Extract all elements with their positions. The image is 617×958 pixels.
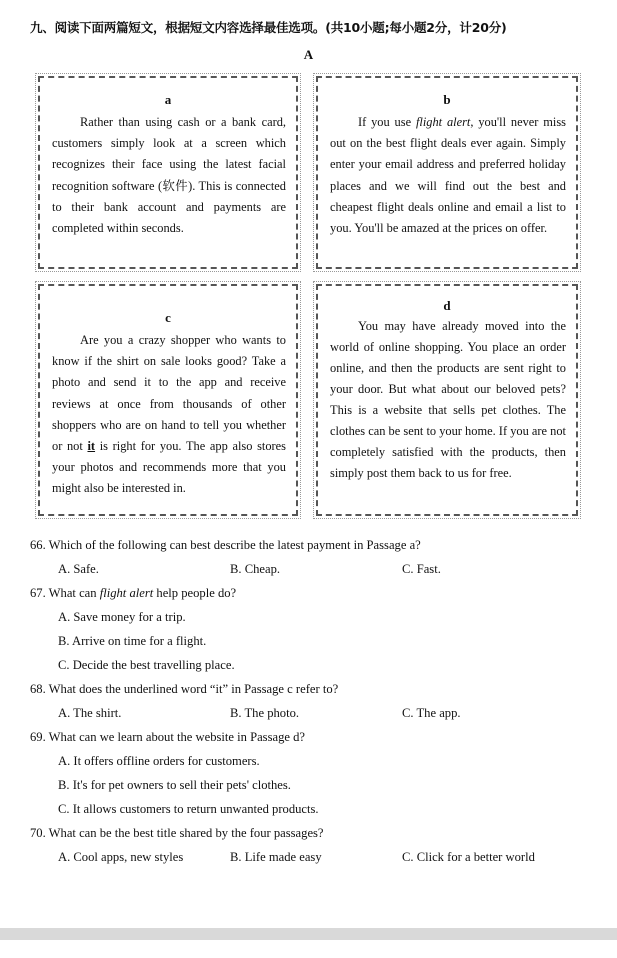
passage-b-flight-alert: flight alert	[415, 115, 471, 129]
passage-c-underlined-it: it	[87, 439, 96, 454]
passage-c-text-pre: Are you a crazy shopper who wants to know if the shirt on sale looks good? Take a photo and send it to the app and receive reviews at once from thousands of other shoppers who are on hand to tell you whether or not	[52, 333, 286, 454]
question-70-option-a: A. Cool apps, new styles	[58, 850, 184, 864]
question-69-option-c: C. It allows customers to return unwanted products.	[58, 802, 319, 816]
passage-c-text-post: is right for you. The app also stores your photos and recommends more that you might also be interested in.	[52, 439, 286, 496]
question-67-option-c: C. Decide the best travelling place.	[58, 658, 235, 672]
question-66-option-a: A. Safe.	[58, 562, 99, 576]
question-67-stem-pre: 67. What can	[30, 586, 100, 600]
passage-c-box	[38, 284, 298, 516]
page-bottom-bar	[0, 928, 617, 940]
question-67-option-b: B. Arrive on time for a flight.	[58, 634, 207, 648]
question-68-option-c: C. The app.	[402, 706, 461, 720]
question-67-option-a: A. Save money for a trip.	[58, 610, 186, 624]
passage-b-text-post: , you'll never miss out on the best flight deals ever again. Simply enter your email address and preferred holiday places and we will find out the best and cheapest flight deals online and email a list to you. You'll be amazed at the prices on offer.	[330, 115, 566, 236]
passage-a-label: a	[164, 92, 172, 107]
question-70-stem: 70. What can be the best title shared by the four passages?	[30, 826, 324, 840]
question-66-option-b: B. Cheap.	[230, 562, 281, 576]
passage-d-box	[316, 284, 578, 516]
question-68-option-b: B. The photo.	[230, 706, 300, 720]
question-69-option-a: A. It offers offline orders for customers.	[58, 754, 260, 768]
question-70-option-b: B. Life made easy	[230, 850, 322, 864]
passage-c-label: c	[165, 310, 171, 325]
passage-b-text-pre: If you use	[358, 115, 416, 129]
question-66-options	[30, 557, 600, 581]
question-69-option-b: B. It's for pet owners to sell their pets' clothes.	[58, 778, 291, 792]
question-66-option-c: C. Fast.	[402, 562, 441, 576]
passage-d-text: You may have already moved into the world of online shopping. You place an order online, and then the products are sent right to your door. But what about our beloved pets? This is a website that sells pet clothes. The clothes can be sent to your home. If you are not completely satisfied with the products, then simply post them back to us for free.	[330, 319, 566, 480]
passage-c-text	[52, 330, 286, 500]
question-67-stem-post: help people do?	[153, 586, 237, 600]
section-heading: 九、阅读下面两篇短文，根据短文内容选择最佳选项。(共10小题;每小题2分，计20分)	[30, 20, 507, 35]
question-67-stem	[30, 581, 600, 605]
question-70-option-c: C. Click for a better world	[402, 850, 535, 864]
passage-a-text: Rather than using cash or a bank card, customers simply look at a screen which recognizes their face using the latest facial recognition software (软件). This is connected to their bank account and payments are completed within seconds.	[52, 115, 286, 236]
passage-a-box	[38, 76, 298, 269]
passage-b-label: b	[443, 92, 451, 107]
question-67-stem-em: flight alert	[99, 586, 154, 600]
question-69-stem: 69. What can we learn about the website in Passage d?	[30, 730, 305, 744]
section-letter: A	[303, 47, 314, 62]
question-68-option-a: A. The shirt.	[58, 706, 122, 720]
passage-d-label: d	[443, 298, 451, 313]
passage-b-text	[330, 112, 566, 239]
question-68-options	[30, 701, 600, 725]
question-70-options	[30, 845, 600, 869]
question-68-stem: 68. What does the underlined word “it” in Passage c refer to?	[30, 682, 339, 696]
passage-b-box	[316, 76, 578, 269]
question-66-stem: 66. Which of the following can best describe the latest payment in Passage a?	[30, 538, 421, 552]
questions-list	[30, 533, 600, 869]
